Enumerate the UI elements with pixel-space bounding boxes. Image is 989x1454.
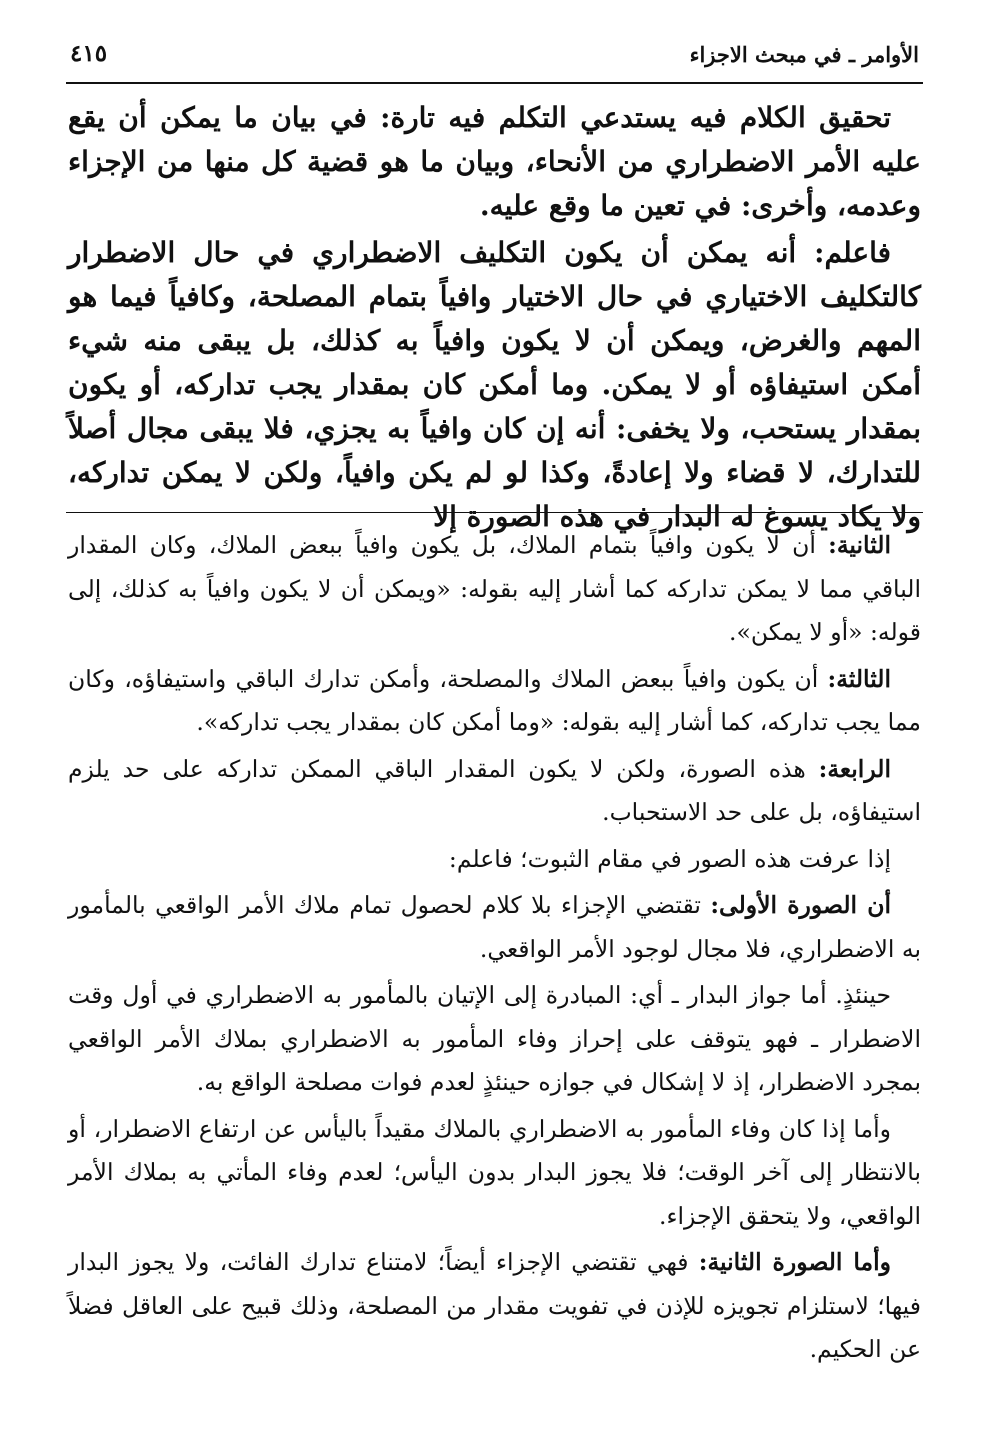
page-header xyxy=(70,38,919,78)
running-title: الأوامر ـ في مبحث الاجزاء xyxy=(689,42,919,67)
paragraph-body: أن لا يكون وافياً بتمام الملاك، بل يكون وافياً ببعض الملاك، وكان المقدار الباقي مما لا يمكن تداركه كما أشار إليه بقوله: «ويمكن أن لا يكون وافياً به كذلك، إلى قوله: «أو لا يمكن». xyxy=(68,531,921,646)
commentary-paragraph xyxy=(68,838,921,882)
paragraph-body: أن يكون وافياً ببعض الملاك والمصلحة، وأمكن تدارك الباقي واستيفاؤه، وكان مما يجب تداركه، كما أشار إليه بقوله: «وما أمكن كان بمقدار يجب تداركه». xyxy=(68,664,921,736)
main-paragraph: تحقيق الكلام فيه يستدعي التكلم فيه تارة: في بيان ما يمكن أن يقع عليه الأمر الاضطراري من الأنحاء، وبيان ما هو قضية كل منها من الإجزاء وعدمه، وأخرى: في تعين ما وقع عليه. xyxy=(68,101,921,222)
commentary-paragraph xyxy=(68,524,921,655)
commentary-paragraph xyxy=(68,658,921,745)
commentary-paragraph xyxy=(68,974,921,1105)
commentary-paragraph xyxy=(68,748,921,835)
paragraph-lead: الثانية: xyxy=(828,531,891,559)
page-number: ٤١٥ xyxy=(70,40,108,67)
main-text xyxy=(68,96,921,542)
header-rule xyxy=(66,82,923,84)
paragraph-body: تقتضي الإجزاء بلا كلام لحصول تمام ملاك الأمر الواقعي بالمأمور به الاضطراري، فلا مجال لوجود الأمر الواقعي. xyxy=(68,891,921,963)
paragraph-body: إذا عرفت هذه الصور في مقام الثبوت؛ فاعلم: xyxy=(448,844,891,873)
paragraph-body: وأما إذا كان وفاء المأمور به الاضطراري بالملاك مقيداً باليأس عن ارتفاع الاضطرار، أو بالانتظار إلى آخر الوقت؛ فلا يجوز البدار بدون اليأس؛ لعدم وفاء المأتي به بملاك الأمر الواقعي، ولا يتحقق الإجزاء. xyxy=(68,1114,921,1230)
paragraph-lead: الثالثة: xyxy=(827,664,891,693)
footnote-separator xyxy=(66,512,923,513)
paragraph-body: فهي تقتضي الإجزاء أيضاً؛ لامتناع تدارك الفائت، ولا يجوز البدار فيها؛ لاستلزام تجويزه للإذن في تفويت مقدار من المصلحة، وذلك قبيح على العاقل فضلاً عن الحكيم. xyxy=(68,1248,921,1363)
paragraph-lead: أن الصورة الأولى: xyxy=(710,891,891,919)
commentary-paragraph xyxy=(68,1241,921,1372)
commentary-paragraph xyxy=(68,884,921,971)
commentary-paragraph xyxy=(68,1108,921,1239)
commentary-text xyxy=(68,524,921,1375)
paragraph-lead: الرابعة: xyxy=(818,754,891,783)
paragraph-lead: وأما الصورة الثانية: xyxy=(698,1248,891,1276)
paragraph-body: حينئذٍ. أما جواز البدار ـ أي: المبادرة إلى الإتيان بالمأمور به الاضطراري في أول وقت الاضطرار ـ فهو يتوقف على إحراز وفاء المأمور به الاضطراري بملاك الأمر الواقعي بمجرد الاضطرار، إذ لا إشكال في جوازه حينئذٍ لعدم فوات مصلحة الواقع به. xyxy=(68,981,921,1096)
main-paragraph: فاعلم: أنه يمكن أن يكون التكليف الاضطراري في حال الاضطرار كالتكليف الاختياري في حال الاختيار وافياً بتمام المصلحة، وكافياً فيما هو المهم والغرض، ويمكن أن لا يكون وافياً به كذلك، بل يبقى منه شيء أمكن استيفاؤه أو لا يمكن. وما أمكن كان بمقدار يجب تداركه، أو يكون بمقدار يستحب، ولا يخفى: أنه إن كان وافياً به يجزي، فلا يبقى مجال أصلاً للتدارك، لا قضاء ولا إعادةً، وكذا لو لم يكن وافياً، ولكن لا يمكن تداركه، ولا يكاد يسوغ له البدار في هذه الصورة إلا xyxy=(68,236,921,533)
paragraph-body: هذه الصورة، ولكن لا يكون المقدار الباقي الممكن تداركه على حد يلزم استيفاؤه، بل على حد الاستحباب. xyxy=(68,754,921,826)
